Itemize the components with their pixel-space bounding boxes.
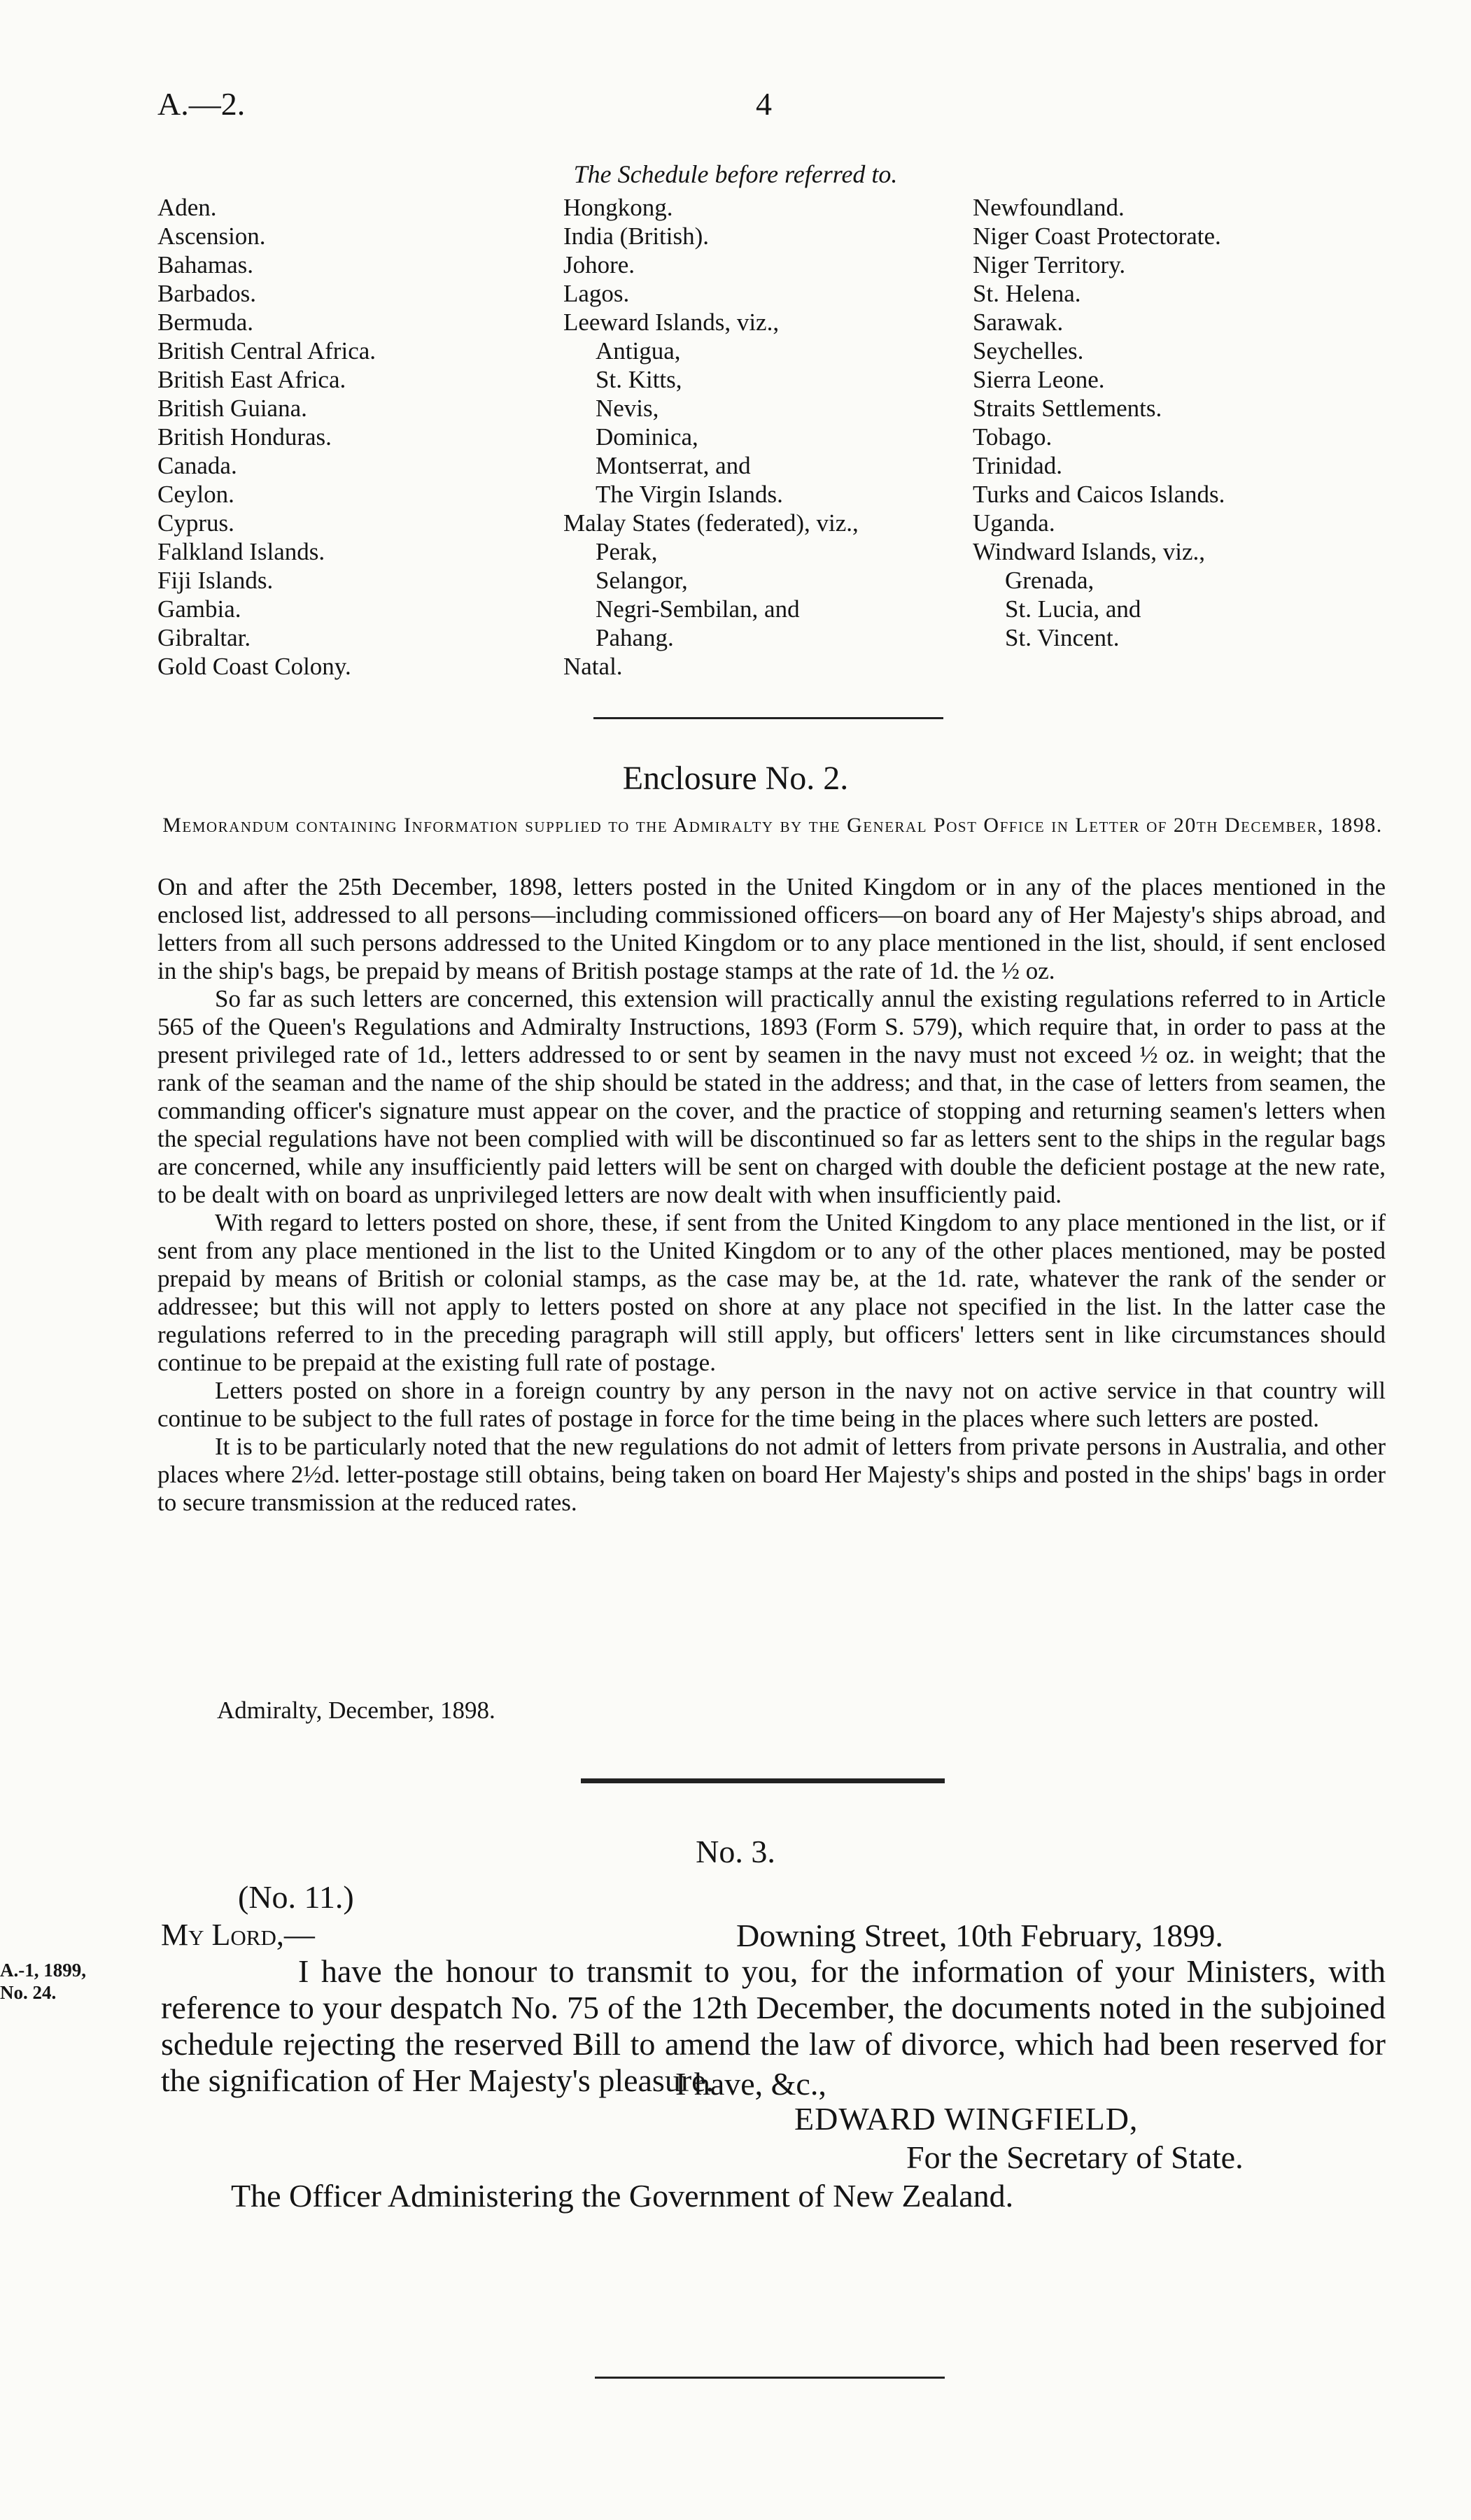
schedule-entry: Lagos. bbox=[563, 280, 630, 307]
schedule-caption: The Schedule before referred to. bbox=[573, 160, 898, 188]
section-divider bbox=[595, 2377, 945, 2379]
schedule-entry: Tobago. bbox=[973, 423, 1053, 451]
memo-paragraph: So far as such letters are concerned, this extension will practically annul the existing regulations referred to in Article 565 of the Queen's Regulations and Admiralty Instructions, 1893 (Form S. 579), which require that, in order to pass at the present privileged rate of 1d., letters addressed to or sent by seamen in the navy must not exceed ½ oz. in weight; that the rank of the seaman and the name of the ship should be stated in the address; and that, in the case of letters from seamen, the commanding officer's signature must appear on the cover, and the practice of stopping and returning seamen's letters when the special regulations have not been complied with will be discontinued so far as letters sent to the ships in the regular bags are concerned, while any insufficiently paid letters will be sent on charged with double the deficient postage at the new rate, to be dealt with on board as unprivileged letters are now dealt with when insufficiently paid. bbox=[157, 985, 1386, 1208]
signatory-name: EDWARD WINGFIELD, bbox=[794, 2101, 1139, 2137]
memo-signoff: Admiralty, December, 1898. bbox=[217, 1697, 495, 1724]
schedule-entry: Bahamas. bbox=[157, 251, 254, 278]
schedule-entry: Cyprus. bbox=[157, 509, 234, 537]
schedule-entry: Barbados. bbox=[157, 280, 256, 307]
dateline: Downing Street, 10th February, 1899. bbox=[736, 1918, 1223, 1953]
schedule-entry: Hongkong. bbox=[563, 194, 673, 221]
enclosure-title: Enclosure No. 2. bbox=[622, 760, 849, 797]
schedule-entry: Negri-Sembilan, and bbox=[596, 595, 800, 623]
schedule-entry: Johore. bbox=[563, 251, 635, 278]
schedule-entry: Antigua, bbox=[596, 337, 681, 364]
schedule-entry: Grenada, bbox=[1005, 567, 1095, 594]
schedule-entry: Seychelles. bbox=[973, 337, 1084, 364]
schedule-entry: Selangor, bbox=[596, 567, 688, 594]
addressee: The Officer Administering the Government of New Zealand. bbox=[231, 2178, 1014, 2214]
memo-body bbox=[157, 873, 1386, 1517]
page-number: 4 bbox=[756, 86, 772, 122]
schedule-entry: Gambia. bbox=[157, 595, 241, 623]
schedule-entry: Sierra Leone. bbox=[973, 366, 1105, 393]
schedule-entry: Straits Settlements. bbox=[973, 395, 1162, 422]
schedule-column-3 bbox=[973, 193, 1225, 652]
schedule-entry: Dominica, bbox=[596, 423, 698, 451]
margin-note-line: No. 24. bbox=[0, 1982, 57, 2003]
schedule-entry: Gibraltar. bbox=[157, 624, 251, 651]
memo-paragraph: On and after the 25th December, 1898, letters posted in the United Kingdom or in any of the places mentioned in the enclosed list, addressed to all persons—including commissioned officers—on board any of Her Majesty's ships abroad, and letters from all such persons addressed to the United Kingdom or to any place mentioned in the list, should, if sent enclosed in the ship's bags, be prepaid by means of British postage stamps at the rate of 1d. the ½ oz. bbox=[157, 873, 1386, 984]
schedule-entry: Niger Coast Protectorate. bbox=[973, 222, 1221, 250]
salutation: My Lord,— bbox=[161, 1918, 315, 1952]
schedule-entry: Pahang. bbox=[596, 624, 674, 651]
signatory-title: For the Secretary of State. bbox=[906, 2139, 1244, 2175]
schedule-entry: British Central Africa. bbox=[157, 337, 376, 364]
schedule-entry: British Honduras. bbox=[157, 423, 332, 451]
schedule-entry: Windward Islands, viz., bbox=[973, 538, 1205, 565]
schedule-entry: Aden. bbox=[157, 194, 217, 221]
schedule-entry: Trinidad. bbox=[973, 452, 1063, 479]
schedule-entry: Natal. bbox=[563, 653, 623, 680]
schedule-entry: Falkland Islands. bbox=[157, 538, 325, 565]
schedule-entry: St. Lucia, and bbox=[1005, 595, 1141, 623]
schedule-entry: Leeward Islands, viz., bbox=[563, 309, 780, 336]
schedule-entry: Malay States (federated), viz., bbox=[563, 509, 859, 537]
schedule-entry: Gold Coast Colony. bbox=[157, 653, 351, 680]
schedule-entry: The Virgin Islands. bbox=[596, 481, 783, 508]
schedule-entry: Nevis, bbox=[596, 395, 659, 422]
schedule-entry: Niger Territory. bbox=[973, 251, 1126, 278]
memo-paragraph: With regard to letters posted on shore, these, if sent from the United Kingdom to any place mentioned in the list, or if sent from any place mentioned in the list to the United Kingdom or to any of the other places mentioned, may be posted prepaid by means of British or colonial stamps, as the case may be, at the 1d. rate, whatever the rank of the sender or addressee; but this will not apply to letters posted on shore at any place not specified in the list. In the latter case the regulations referred to in the preceding paragraph will still apply, but officers' letters sent in like circumstances should continue to be prepaid at the existing full rate of postage. bbox=[157, 1209, 1386, 1376]
schedule-entry: Turks and Caicos Islands. bbox=[973, 481, 1225, 508]
schedule-entry: St. Helena. bbox=[973, 280, 1081, 307]
schedule-entry: Montserrat, and bbox=[596, 452, 751, 479]
letter-paragraph: I have the honour to transmit to you, for the information of your Ministers, with reference to your despatch No. 75 of the 12th December, the documents noted in the subjoined schedule rejecting the reserved Bill to amend the law of divorce, which had been reserved for the signification of Her Majesty's pleasure. bbox=[161, 1953, 1386, 2098]
letter-reference: (No. 11.) bbox=[238, 1879, 354, 1915]
memo-heading: Memorandum containing Information supplied to the Admiralty by the General Post Office in Letter of 20th December, 1898. bbox=[162, 814, 1383, 837]
schedule-entry: Canada. bbox=[157, 452, 237, 479]
schedule-column-2 bbox=[563, 193, 859, 681]
schedule-entry: Uganda. bbox=[973, 509, 1055, 537]
letter-closing: I have, &c., bbox=[675, 2066, 826, 2102]
schedule-entry: Sarawak. bbox=[973, 309, 1064, 336]
memo-paragraph: It is to be particularly noted that the new regulations do not admit of letters from private persons in Australia, and other places where 2½d. letter-postage still obtains, being taken on board Her Majesty's ships and posted in the ships' bags in order to secure transmission at the reduced rates. bbox=[157, 1433, 1386, 1516]
schedule-entry: Bermuda. bbox=[157, 309, 254, 336]
margin-note bbox=[0, 1959, 86, 2004]
schedule-entry: St. Vincent. bbox=[1005, 624, 1120, 651]
schedule-entry: Ceylon. bbox=[157, 481, 234, 508]
section-divider bbox=[593, 717, 943, 719]
schedule-entry: Ascension. bbox=[157, 222, 266, 250]
schedule-entry: Perak, bbox=[596, 538, 658, 565]
letter-number: No. 3. bbox=[696, 1834, 775, 1869]
margin-note-line: A.-1, 1899, bbox=[0, 1960, 86, 1981]
schedule-entry: British Guiana. bbox=[157, 395, 307, 422]
schedule-column-1 bbox=[157, 193, 376, 681]
heavy-divider bbox=[581, 1778, 945, 1783]
memo-paragraph: Letters posted on shore in a foreign country by any person in the navy not on active service in that country will continue to be subject to the full rates of postage in force for the time being in the places where such letters are posted. bbox=[157, 1377, 1386, 1432]
schedule-entry: British East Africa. bbox=[157, 366, 346, 393]
schedule-entry: St. Kitts, bbox=[596, 366, 682, 393]
schedule-entry: Newfoundland. bbox=[973, 194, 1125, 221]
schedule-entry: India (British). bbox=[563, 222, 710, 250]
page-reference: A.—2. bbox=[157, 86, 246, 122]
schedule-entry: Fiji Islands. bbox=[157, 567, 274, 594]
